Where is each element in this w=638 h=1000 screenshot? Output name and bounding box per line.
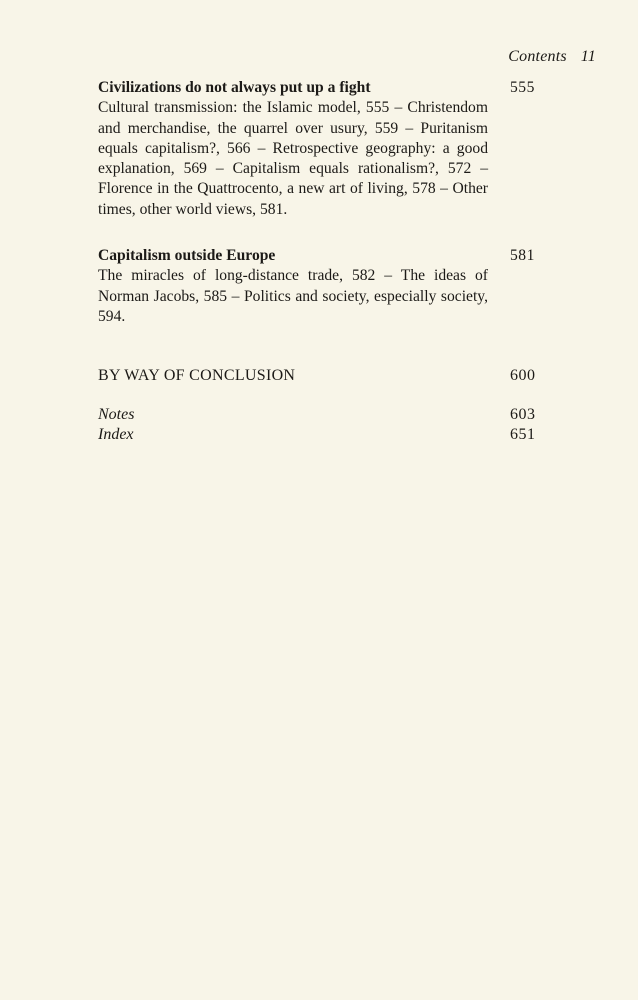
toc-entry-capitalism-outside-europe [98,246,488,327]
notes-page-number: 603 [510,406,536,423]
toc-entry-page-number: 555 [510,79,535,96]
conclusion-heading: BY WAY OF CONCLUSION [98,367,296,384]
running-head [508,48,596,66]
toc-entry-title: Capitalism outside Europe [98,247,276,264]
toc-entry-civilizations [98,78,488,220]
toc-entry-title: Civilizations do not always put up a fight [98,79,371,96]
notes-entry: Notes [98,406,135,423]
toc-entry-summary: The miracles of long-distance trade, 582 – The ideas of Norman Jacobs, 585 – Politics and society, especially society, 594. [98,267,488,325]
index-entry: Index [98,426,134,443]
conclusion-page-number: 600 [510,367,536,384]
index-page-number: 651 [510,426,536,443]
folio-number: 11 [580,48,596,65]
running-head-label: Contents [508,48,567,65]
toc-entry-summary: Cultural transmission: the Islamic model, 555 – Christendom and merchandise, the quarrel over usury, 559 – Puritanism equals capitalism?, 566 – Retrospective geography: a good explanation, 569 – Capitalism equals rationalism?, 572 – Florence in the Quattrocento, a new art of living, 578 – Other times, other world views, 581. [98,99,488,218]
toc-entry-page-number: 581 [510,247,535,264]
